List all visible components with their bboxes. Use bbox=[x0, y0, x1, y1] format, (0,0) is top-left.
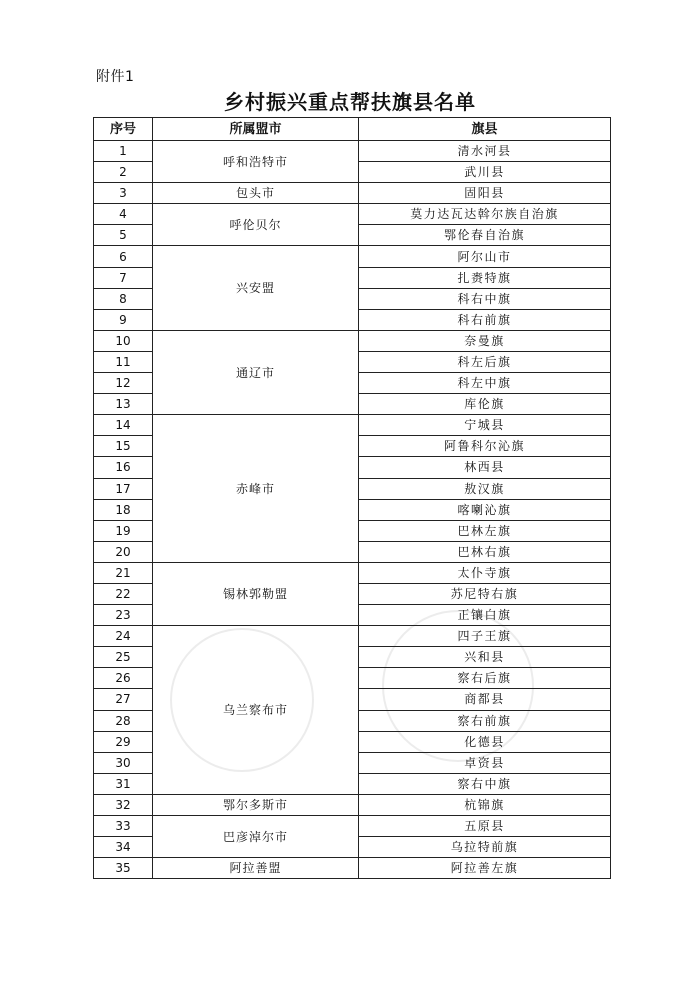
county-banner-cell: 科左中旗 bbox=[359, 373, 611, 394]
table-row bbox=[94, 204, 611, 225]
row-index: 10 bbox=[94, 330, 153, 351]
county-banner-cell: 库伦旗 bbox=[359, 394, 611, 415]
row-index: 7 bbox=[94, 267, 153, 288]
row-index: 8 bbox=[94, 288, 153, 309]
table-row bbox=[94, 562, 611, 583]
county-banner-cell: 阿尔山市 bbox=[359, 246, 611, 267]
row-index: 18 bbox=[94, 499, 153, 520]
row-index: 26 bbox=[94, 668, 153, 689]
row-index: 19 bbox=[94, 520, 153, 541]
table-row bbox=[94, 141, 611, 162]
county-banner-cell: 四子王旗 bbox=[359, 626, 611, 647]
county-banner-cell: 莫力达瓦达斡尔族自治旗 bbox=[359, 204, 611, 225]
row-index: 13 bbox=[94, 394, 153, 415]
header-index: 序号 bbox=[94, 118, 153, 141]
league-city-cell: 锡林郭勒盟 bbox=[153, 562, 359, 625]
county-banner-cell: 鄂伦春自治旗 bbox=[359, 225, 611, 246]
row-index: 2 bbox=[94, 162, 153, 183]
row-index: 28 bbox=[94, 710, 153, 731]
county-banner-cell: 奈曼旗 bbox=[359, 330, 611, 351]
county-banner-cell: 察右中旗 bbox=[359, 773, 611, 794]
county-banner-cell: 卓资县 bbox=[359, 752, 611, 773]
row-index: 11 bbox=[94, 351, 153, 372]
table-row bbox=[94, 626, 611, 647]
table-body bbox=[94, 141, 611, 879]
county-banner-cell: 察右后旗 bbox=[359, 668, 611, 689]
county-banner-cell: 正镶白旗 bbox=[359, 605, 611, 626]
row-index: 29 bbox=[94, 731, 153, 752]
county-banner-cell: 科右前旗 bbox=[359, 309, 611, 330]
league-city-cell: 鄂尔多斯市 bbox=[153, 794, 359, 815]
county-banner-cell: 商都县 bbox=[359, 689, 611, 710]
table-row bbox=[94, 415, 611, 436]
county-banner-cell: 阿拉善左旗 bbox=[359, 858, 611, 879]
county-banner-cell: 巴林右旗 bbox=[359, 541, 611, 562]
row-index: 9 bbox=[94, 309, 153, 330]
row-index: 3 bbox=[94, 183, 153, 204]
county-banner-cell: 察右前旗 bbox=[359, 710, 611, 731]
county-banner-cell: 科左后旗 bbox=[359, 351, 611, 372]
document-title: 乡村振兴重点帮扶旗县名单 bbox=[224, 90, 476, 114]
county-banner-cell: 宁城县 bbox=[359, 415, 611, 436]
county-banner-cell: 乌拉特前旗 bbox=[359, 837, 611, 858]
league-city-cell: 巴彦淖尔市 bbox=[153, 816, 359, 858]
row-index: 20 bbox=[94, 541, 153, 562]
table-row bbox=[94, 816, 611, 837]
county-banner-cell: 扎赉特旗 bbox=[359, 267, 611, 288]
row-index: 21 bbox=[94, 562, 153, 583]
row-index: 34 bbox=[94, 837, 153, 858]
league-city-cell: 呼伦贝尔 bbox=[153, 204, 359, 246]
county-banner-cell: 清水河县 bbox=[359, 141, 611, 162]
row-index: 22 bbox=[94, 583, 153, 604]
row-index: 12 bbox=[94, 373, 153, 394]
county-banner-cell: 固阳县 bbox=[359, 183, 611, 204]
row-index: 15 bbox=[94, 436, 153, 457]
county-banner-cell: 巴林左旗 bbox=[359, 520, 611, 541]
table-row bbox=[94, 794, 611, 815]
league-city-cell: 赤峰市 bbox=[153, 415, 359, 563]
league-city-cell: 兴安盟 bbox=[153, 246, 359, 330]
county-banner-cell: 化德县 bbox=[359, 731, 611, 752]
row-index: 25 bbox=[94, 647, 153, 668]
county-banner-cell: 武川县 bbox=[359, 162, 611, 183]
county-banner-cell: 科右中旗 bbox=[359, 288, 611, 309]
row-index: 30 bbox=[94, 752, 153, 773]
row-index: 5 bbox=[94, 225, 153, 246]
league-city-cell: 乌兰察布市 bbox=[153, 626, 359, 795]
league-city-cell: 阿拉善盟 bbox=[153, 858, 359, 879]
league-city-cell: 包头市 bbox=[153, 183, 359, 204]
league-city-cell: 呼和浩特市 bbox=[153, 141, 359, 183]
row-index: 33 bbox=[94, 816, 153, 837]
row-index: 14 bbox=[94, 415, 153, 436]
table-row bbox=[94, 183, 611, 204]
table-row bbox=[94, 858, 611, 879]
county-banner-cell: 太仆寺旗 bbox=[359, 562, 611, 583]
row-index: 23 bbox=[94, 605, 153, 626]
table-row bbox=[94, 246, 611, 267]
county-banner-cell: 林西县 bbox=[359, 457, 611, 478]
county-banner-cell: 五原县 bbox=[359, 816, 611, 837]
row-index: 6 bbox=[94, 246, 153, 267]
table-row bbox=[94, 330, 611, 351]
county-banner-cell: 敖汉旗 bbox=[359, 478, 611, 499]
row-index: 4 bbox=[94, 204, 153, 225]
row-index: 24 bbox=[94, 626, 153, 647]
row-index: 35 bbox=[94, 858, 153, 879]
county-banner-cell: 杭锦旗 bbox=[359, 794, 611, 815]
attachment-label: 附件1 bbox=[96, 69, 135, 85]
league-city-cell: 通辽市 bbox=[153, 330, 359, 414]
row-index: 17 bbox=[94, 478, 153, 499]
county-banner-cell: 苏尼特右旗 bbox=[359, 583, 611, 604]
header-league-city: 所属盟市 bbox=[153, 118, 359, 141]
table-header-row bbox=[94, 118, 611, 141]
county-banner-cell: 阿鲁科尔沁旗 bbox=[359, 436, 611, 457]
header-county-banner: 旗县 bbox=[359, 118, 611, 141]
row-index: 32 bbox=[94, 794, 153, 815]
row-index: 1 bbox=[94, 141, 153, 162]
row-index: 16 bbox=[94, 457, 153, 478]
county-banner-cell: 兴和县 bbox=[359, 647, 611, 668]
county-list-table bbox=[93, 117, 611, 879]
row-index: 27 bbox=[94, 689, 153, 710]
row-index: 31 bbox=[94, 773, 153, 794]
county-banner-cell: 喀喇沁旗 bbox=[359, 499, 611, 520]
